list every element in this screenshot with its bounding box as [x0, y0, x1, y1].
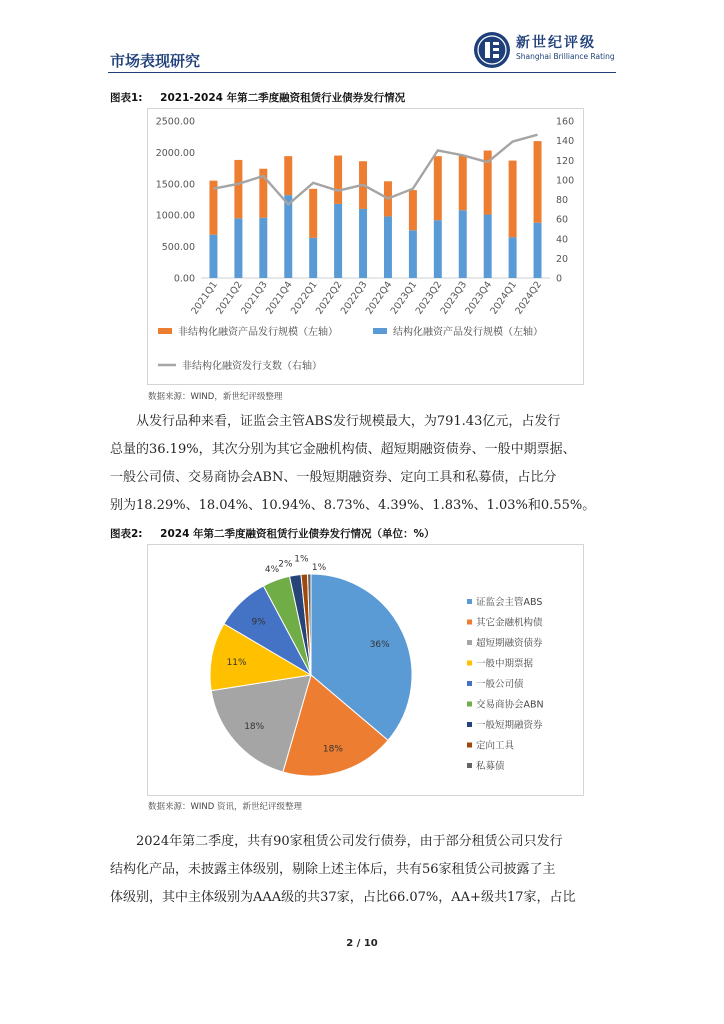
- bar-structured: [409, 230, 417, 278]
- header-divider: [108, 72, 616, 73]
- bar-structured: [309, 238, 317, 278]
- bar-structured: [484, 215, 492, 278]
- paragraph-line: 体级别，其中主体级别为AAA级的共37家，占比66.07%，AA+级共17家，占比: [110, 890, 576, 905]
- x-tick-label: 2022Q1: [288, 279, 320, 317]
- bar-structured: [259, 218, 267, 278]
- bar-unstructured: [434, 156, 442, 220]
- legend-label: 一般短期融资券: [476, 720, 543, 731]
- y-right-tick-label: 40: [556, 234, 569, 246]
- body-paragraph-1: [110, 408, 620, 520]
- figure1-source: 数据来源：WIND，新世纪评级整理: [148, 392, 283, 402]
- pie-data-label: 18%: [322, 744, 343, 755]
- legend-label-unstructured: 非结构化融资产品发行规模（左轴）: [178, 327, 338, 338]
- paragraph-line: 一般公司债、交易商协会ABN、一般短期融资券、定向工具和私募债，占比分: [110, 470, 557, 485]
- logo-chinese-name: 新世纪评级: [516, 35, 596, 51]
- company-logo: [472, 30, 617, 70]
- x-tick-label: 2021Q4: [264, 279, 295, 317]
- figure2-caption: [110, 526, 435, 541]
- x-tick-label: 2023Q4: [463, 279, 495, 317]
- x-tick-label: 2023Q3: [438, 279, 470, 317]
- bar-unstructured: [459, 155, 467, 210]
- legend-swatch: [467, 681, 472, 686]
- pie-data-label: 1%: [311, 563, 327, 573]
- bar-structured: [509, 237, 517, 278]
- legend-label-count: 非结构化融资发行支数（右轴）: [182, 361, 322, 372]
- bar-unstructured: [334, 156, 342, 204]
- bar-structured: [459, 210, 467, 278]
- bar-structured: [534, 223, 542, 278]
- x-tick-label: 2024Q1: [488, 279, 520, 317]
- legend-label: 证监会主管ABS: [476, 597, 543, 608]
- legend-swatch: [467, 763, 472, 768]
- bar-structured: [209, 235, 217, 278]
- x-tick-label: 2023Q1: [388, 279, 420, 317]
- legend-swatch: [467, 620, 472, 625]
- bar-unstructured: [409, 190, 417, 230]
- bar-structured: [334, 204, 342, 278]
- pie-data-label: 9%: [251, 617, 266, 628]
- y-left-tick-label: 0.00: [173, 273, 195, 285]
- x-tick-label: 2022Q2: [313, 279, 345, 317]
- y-right-tick-label: 80: [556, 195, 569, 206]
- legend-label: 一般中期票据: [476, 658, 534, 670]
- figure1-combo-chart: [148, 109, 583, 384]
- y-right-tick-label: 0: [556, 273, 563, 285]
- legend-swatch: [467, 702, 472, 707]
- pie-data-label: 11%: [226, 657, 247, 668]
- legend-swatch: [467, 599, 472, 604]
- pie-data-label: 2%: [278, 559, 293, 570]
- bar-structured: [384, 216, 392, 278]
- y-right-tick-label: 160: [556, 116, 575, 128]
- logo-english-name: Shanghai Brilliance Rating: [516, 52, 615, 61]
- bar-structured: [434, 220, 442, 278]
- pie-data-label: 18%: [244, 722, 265, 733]
- legend-label: 定向工具: [476, 740, 515, 752]
- bar-unstructured: [534, 141, 542, 223]
- y-left-tick-label: 2500.00: [155, 116, 195, 128]
- legend-swatch: [467, 661, 472, 666]
- bar-unstructured: [309, 189, 317, 238]
- figure2-chart-frame: [147, 544, 584, 796]
- legend-label: 其它金融机构债: [476, 617, 543, 629]
- paragraph-line: 结构化产品，未披露主体级别，剔除上述主体后，共有56家租赁公司披露了主: [110, 862, 556, 877]
- x-tick-label: 2023Q2: [413, 279, 445, 317]
- figure1-chart-frame: [147, 108, 584, 385]
- bar-structured: [359, 209, 367, 278]
- x-tick-label: 2021Q2: [214, 279, 245, 317]
- legend-swatch: [467, 640, 472, 645]
- x-tick-label: 2024Q2: [513, 279, 544, 317]
- legend-label: 一般公司债: [476, 679, 524, 690]
- x-tick-label: 2021Q3: [239, 279, 270, 317]
- paragraph-line: 从发行品种来看，证监会主管ABS发行规模最大，为791.43亿元，占发行: [110, 414, 561, 429]
- paragraph-line: 2024年第二季度，共有90家租赁公司发行债券，由于部分租赁公司只发行: [110, 834, 563, 849]
- y-left-tick-label: 1000.00: [155, 210, 195, 222]
- x-tick-label: 2021Q1: [189, 279, 220, 317]
- figure2-label: 图表2:: [110, 528, 143, 540]
- legend-label: 超短期融资债券: [476, 638, 543, 649]
- legend-label: 私募债: [476, 761, 505, 772]
- y-right-tick-label: 100: [556, 175, 575, 187]
- pie-data-label: 1%: [294, 554, 309, 565]
- figure2-pie-chart: [148, 545, 583, 795]
- figure1-label: 图表1:: [110, 92, 143, 104]
- legend-label-structured: 结构化融资产品发行规模（左轴）: [393, 327, 543, 338]
- y-left-tick-label: 2000.00: [155, 147, 195, 159]
- legend-swatch-unstructured: [158, 328, 172, 334]
- y-right-tick-label: 120: [556, 155, 575, 167]
- bar-structured: [284, 195, 292, 278]
- figure1-caption: [110, 90, 405, 105]
- page-number: 2 / 10: [346, 938, 378, 949]
- y-right-tick-label: 140: [556, 136, 575, 148]
- pie-data-label: 4%: [264, 564, 280, 575]
- bar-unstructured: [509, 161, 517, 238]
- y-right-tick-label: 60: [556, 214, 569, 226]
- bar-unstructured: [284, 156, 292, 195]
- y-left-tick-label: 500.00: [161, 242, 195, 254]
- body-paragraph-2: [110, 828, 620, 912]
- paragraph-line: 别为18.29%、18.04%、10.94%、8.73%、4.39%、1.83%、1.03%和0.55%。: [110, 498, 596, 513]
- logo-emblem-icon: [472, 30, 512, 70]
- running-header-title: 市场表现研究: [110, 52, 201, 70]
- pie-data-label: 36%: [369, 640, 390, 651]
- x-tick-label: 2022Q4: [363, 279, 395, 317]
- figure2-title: 2024 年第二季度融资租赁行业债券发行情况（单位：%）: [160, 528, 435, 540]
- bar-unstructured: [234, 160, 242, 218]
- figure2-source: 数据来源：WIND 资讯，新世纪评级整理: [148, 802, 303, 812]
- legend-swatch-structured: [373, 328, 387, 334]
- figure1-title: 2021-2024 年第二季度融资租赁行业债券发行情况: [160, 92, 406, 104]
- legend-swatch: [467, 743, 472, 748]
- legend-label: 交易商协会ABN: [476, 699, 544, 711]
- bar-structured: [234, 218, 242, 278]
- y-right-tick-label: 20: [556, 253, 569, 265]
- legend-swatch: [467, 722, 472, 727]
- x-tick-label: 2022Q3: [338, 279, 370, 317]
- paragraph-line: 总量的36.19%，其次分别为其它金融机构债、超短期融资债券、一般中期票据、: [110, 442, 576, 457]
- y-left-tick-label: 1500.00: [155, 179, 195, 191]
